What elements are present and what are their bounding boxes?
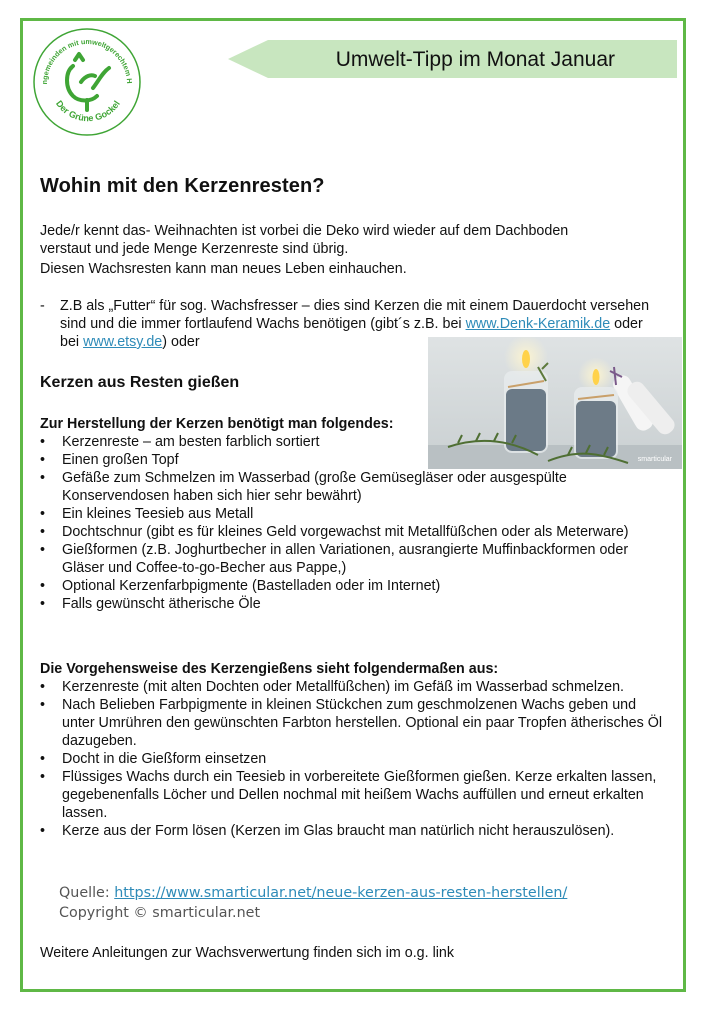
intro-line-2: verstaut und jede Menge Kerzenreste sind übrig. [40,241,349,257]
materials-list-item: • Optional Kerzenfarbpigmente (Bastelladen oder im Internet) [40,577,660,595]
futter-text-1: Z.B als „Futter“ für sog. Wachsfresser – dies sind Kerzen die mit einem Dauerdocht versehen sind und die immer fortlaufend Wachs benötigen (gibt´s z.B. bei [60,298,650,332]
intro-line-1: Jede/r kennt das- Weihnachten ist vorbei die Deko wird wieder auf dem Dachboden [40,223,569,239]
procedure-list [40,678,665,840]
logo-text-top: ngemeinden mit umweltgerechtem H [39,36,135,85]
source-label: Quelle: [59,885,115,901]
logo-text-bottom: Der Grüne Gockel [54,98,122,124]
footer-text: Weitere Anleitungen zur Wachsverwertung finden sich im o.g. link [40,945,455,961]
section-title: Kerzen aus Resten gießen [40,374,240,391]
materials-heading: Zur Herstellung der Kerzen benötigt man folgendes: [40,416,394,432]
rooster-icon [67,54,109,110]
materials-list-item: • Gefäße zum Schmelzen im Wasserbad (große Gemüsegläser oder ausgespülte Konservendosen haben sich hier sehr bewährt) [40,469,660,505]
materials-list-item: • Falls gewünscht ätherische Öle [40,595,660,613]
procedure-list-item: • Kerze aus der Form lösen (Kerzen im Glas braucht man natürlich nicht herauszulösen). [40,822,665,840]
procedure-list-item: • Docht in die Gießform einsetzen [40,750,665,768]
source-line [59,884,567,902]
photo-watermark: smarticular [637,456,672,463]
dash-marker: - [40,298,45,314]
etsy-link[interactable]: www.etsy.de [83,334,163,350]
materials-list [40,433,660,613]
materials-list-item: • Kerzenreste – am besten farblich sortiert [40,433,660,451]
gruener-gockel-logo [31,26,143,138]
procedure-heading: Die Vorgehensweise des Kerzengießens sieht folgendermaßen aus: [40,661,499,677]
banner-title: Umwelt-Tipp im Monat Januar [335,48,615,71]
intro-line-3: Diesen Wachsresten kann man neues Leben einhauchen. [40,261,407,277]
materials-list-item: • Gießformen (z.B. Joghurtbecher in allen Variationen, ausrangierte Muffinbackformen oder Gläser und Coffee-to-go-Becher aus Pappe,) [40,541,660,577]
document-title: Wohin mit den Kerzenresten? [40,175,325,197]
materials-list-item: • Ein kleines Teesieb aus Metall [40,505,660,523]
procedure-list-item: • Flüssiges Wachs durch ein Teesieb in vorbereitete Gießformen gießen. Kerze erkalten lassen, gegebenenfalls Löcher und Dellen nochmal mit heißem Wachs auffüllen und erneut erkalten lassen. [40,768,665,822]
header-banner [228,40,677,78]
svg-text:Kirchengemeinden mit umweltger [31,26,134,85]
futter-text-2: oder bei [60,316,643,350]
denk-keramik-link[interactable]: www.Denk-Keramik.de [465,316,611,332]
procedure-list-item: • Nach Belieben Farbpigmente in kleinen Stückchen zum geschmolzenen Wachs geben und unter Umrühren den gewünschten Farbton herstellen. Optional ein paar Tropfen ätherisches Öl dazugeben. [40,696,665,750]
copyright-line: Copyright © smarticular.net [59,905,261,921]
materials-list-item: • Einen großen Topf [40,451,660,469]
procedure-list-item: • Kerzenreste (mit alten Dochten oder Metallfüßchen) im Gefäß im Wasserbad schmelzen. [40,678,665,696]
source-link[interactable]: https://www.smarticular.net/neue-kerzen-aus-resten-herstellen/ [114,885,568,901]
materials-list-item: • Dochtschnur (gibt es für kleines Geld vorgewachst mit Metallfüßchen oder als Meterware) [40,523,660,541]
futter-text-3: ) oder [162,334,200,350]
